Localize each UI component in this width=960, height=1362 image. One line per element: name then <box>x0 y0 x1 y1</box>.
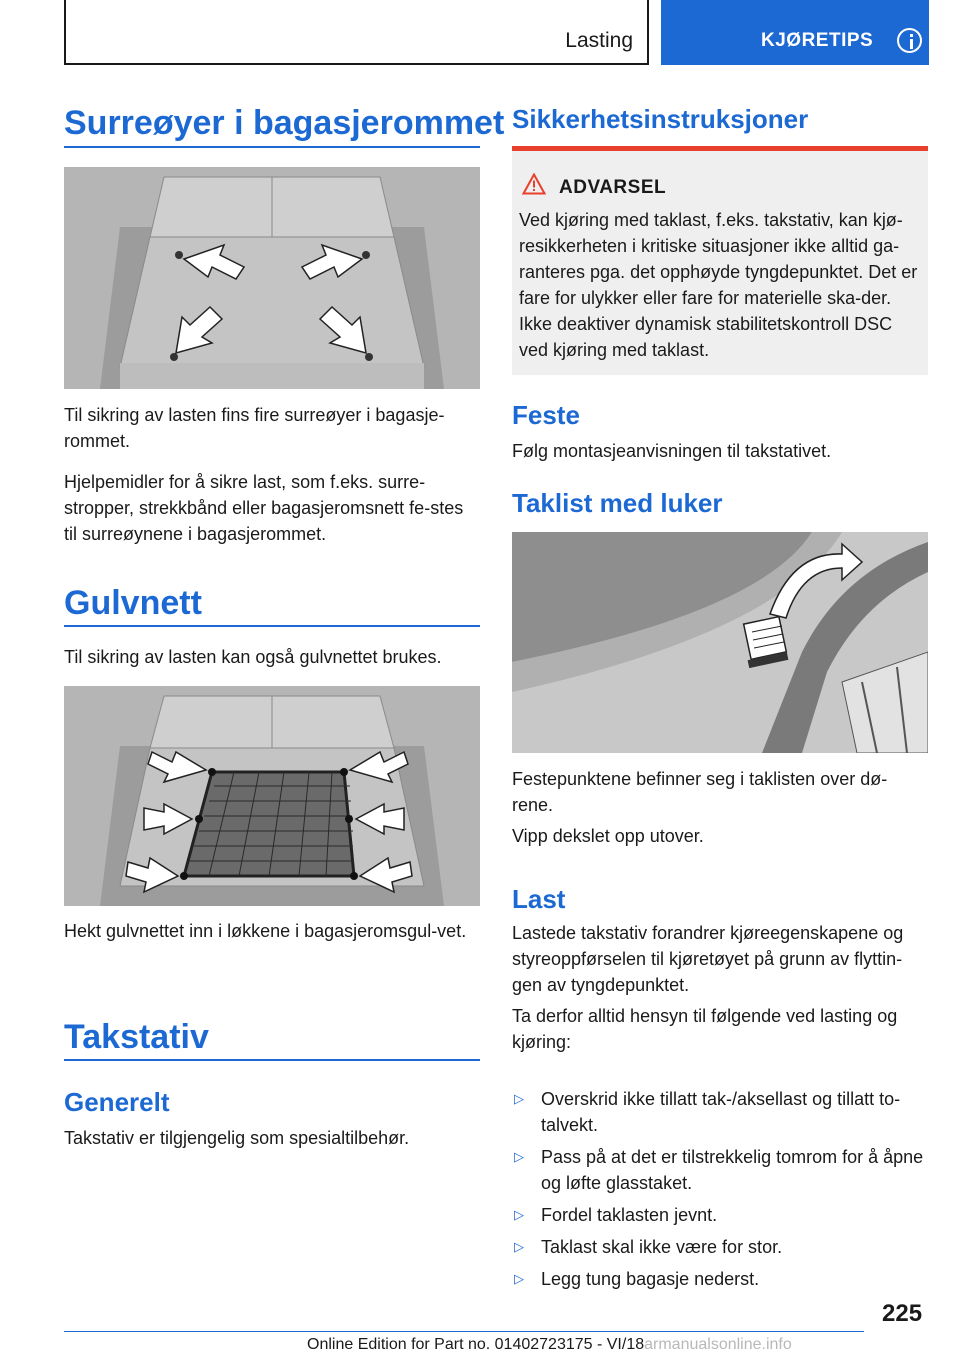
heading-load: Last <box>512 884 566 914</box>
floor-net-photo <box>64 686 480 906</box>
header-section-tab <box>64 0 649 65</box>
heading-rule <box>64 625 480 627</box>
floor-net-paragraph-2: Hekt gulvnettet inn i løkkene i bagasjeromsgul-vet. <box>64 921 467 941</box>
footer-rule <box>64 1331 864 1332</box>
bullet-triangle-icon: ▷ <box>514 1149 524 1164</box>
attach-paragraph: Følg montasjeanvisningen til takstativet. <box>512 441 832 461</box>
warning-triangle-icon <box>522 173 546 195</box>
heading-safety-instructions: Sikkerhetsinstruksjoner <box>512 104 809 134</box>
heading-rule <box>64 146 480 148</box>
tie-down-paragraph-2: Hjelpemidler for å sikre last, som f.eks. surre-stropper, strekkbånd eller bagasjeromsnett fe-stes til surreøynene i bagasjerommet. <box>64 472 464 544</box>
roof-strip-photo <box>512 532 928 753</box>
heading-general: Generelt <box>64 1087 170 1117</box>
list-item-text: Pass på at det er tilstrekkelig tomrom for å åpne og løfte glasstaket. <box>541 1147 924 1193</box>
list-item <box>512 1086 928 1138</box>
heading-attach: Feste <box>512 400 580 430</box>
roof-strip-paragraph-2: Vipp dekslet opp utover. <box>512 826 704 846</box>
heading-roof-rack: Takstativ <box>64 1018 209 1056</box>
bullet-triangle-icon: ▷ <box>514 1271 524 1286</box>
info-icon <box>897 28 922 53</box>
heading-roof-strip: Taklist med luker <box>512 488 723 518</box>
heading-rule <box>64 1059 480 1061</box>
roof-strip-paragraph-1: Festepunktene befinner seg i taklisten over dø-rene. <box>512 769 888 815</box>
floor-net-paragraph-1: Til sikring av lasten kan også gulvnettet brukes. <box>64 647 442 667</box>
list-item <box>512 1234 928 1260</box>
warning-box <box>512 146 928 375</box>
load-paragraph-2: Ta derfor alltid hensyn til følgende ved lasting og kjøring: <box>512 1006 898 1052</box>
list-item <box>512 1144 928 1196</box>
tie-down-paragraph-1: Til sikring av lasten fins fire surreøyer i bagasje-rommet. <box>64 405 445 451</box>
bullet-triangle-icon: ▷ <box>514 1239 524 1254</box>
footer-line <box>307 1336 792 1354</box>
heading-tie-down-eyes: Surreøyer i bagasjerommet <box>64 104 505 142</box>
list-item-text: Overskrid ikke tillatt tak-/aksellast og tillatt to-talvekt. <box>541 1089 901 1135</box>
warning-title: ADVARSEL <box>559 177 667 198</box>
list-item-text: Fordel taklasten jevnt. <box>541 1205 718 1225</box>
heading-floor-net: Gulvnett <box>64 584 202 622</box>
trunk-tie-down-photo <box>64 167 480 389</box>
load-paragraph-1: Lastede takstativ forandrer kjøreegenskapene og styreoppførselen til kjøretøyet på grunn av flyttin-gen av tyngdepunktet. <box>512 923 904 995</box>
load-bullet-list <box>512 1086 928 1298</box>
footer-brand: armanualsonline.info <box>644 1336 792 1353</box>
header-chapter-tab <box>661 0 929 65</box>
page-number: 225 <box>882 1300 923 1327</box>
warning-text: Ved kjøring med taklast, f.eks. takstativ, kan kjø-resikkerheten i kritiske situasjoner ikke alltid ga-ranteres pga. det opphøyde tyngdepunktet. Det er fare for ulykker eller fare for materielle ska-der. Ikke deaktiver dynamisk stabilitetskontroll DSC ved kjøring med taklast. <box>519 210 918 360</box>
bullet-triangle-icon: ▷ <box>514 1091 524 1106</box>
list-item <box>512 1266 928 1292</box>
header-chapter-label: KJØRETIPS <box>761 30 874 51</box>
general-paragraph: Takstativ er tilgjengelig som spesialtilbehør. <box>64 1128 410 1148</box>
list-item-text: Legg tung bagasje nederst. <box>541 1269 760 1289</box>
bullet-triangle-icon: ▷ <box>514 1207 524 1222</box>
list-item <box>512 1202 928 1228</box>
footer-edition: Online Edition for Part no. 01402723175 - VI/18 <box>307 1336 645 1353</box>
list-item-text: Taklast skal ikke være for stor. <box>541 1237 783 1257</box>
header-section-label: Lasting <box>565 29 633 52</box>
